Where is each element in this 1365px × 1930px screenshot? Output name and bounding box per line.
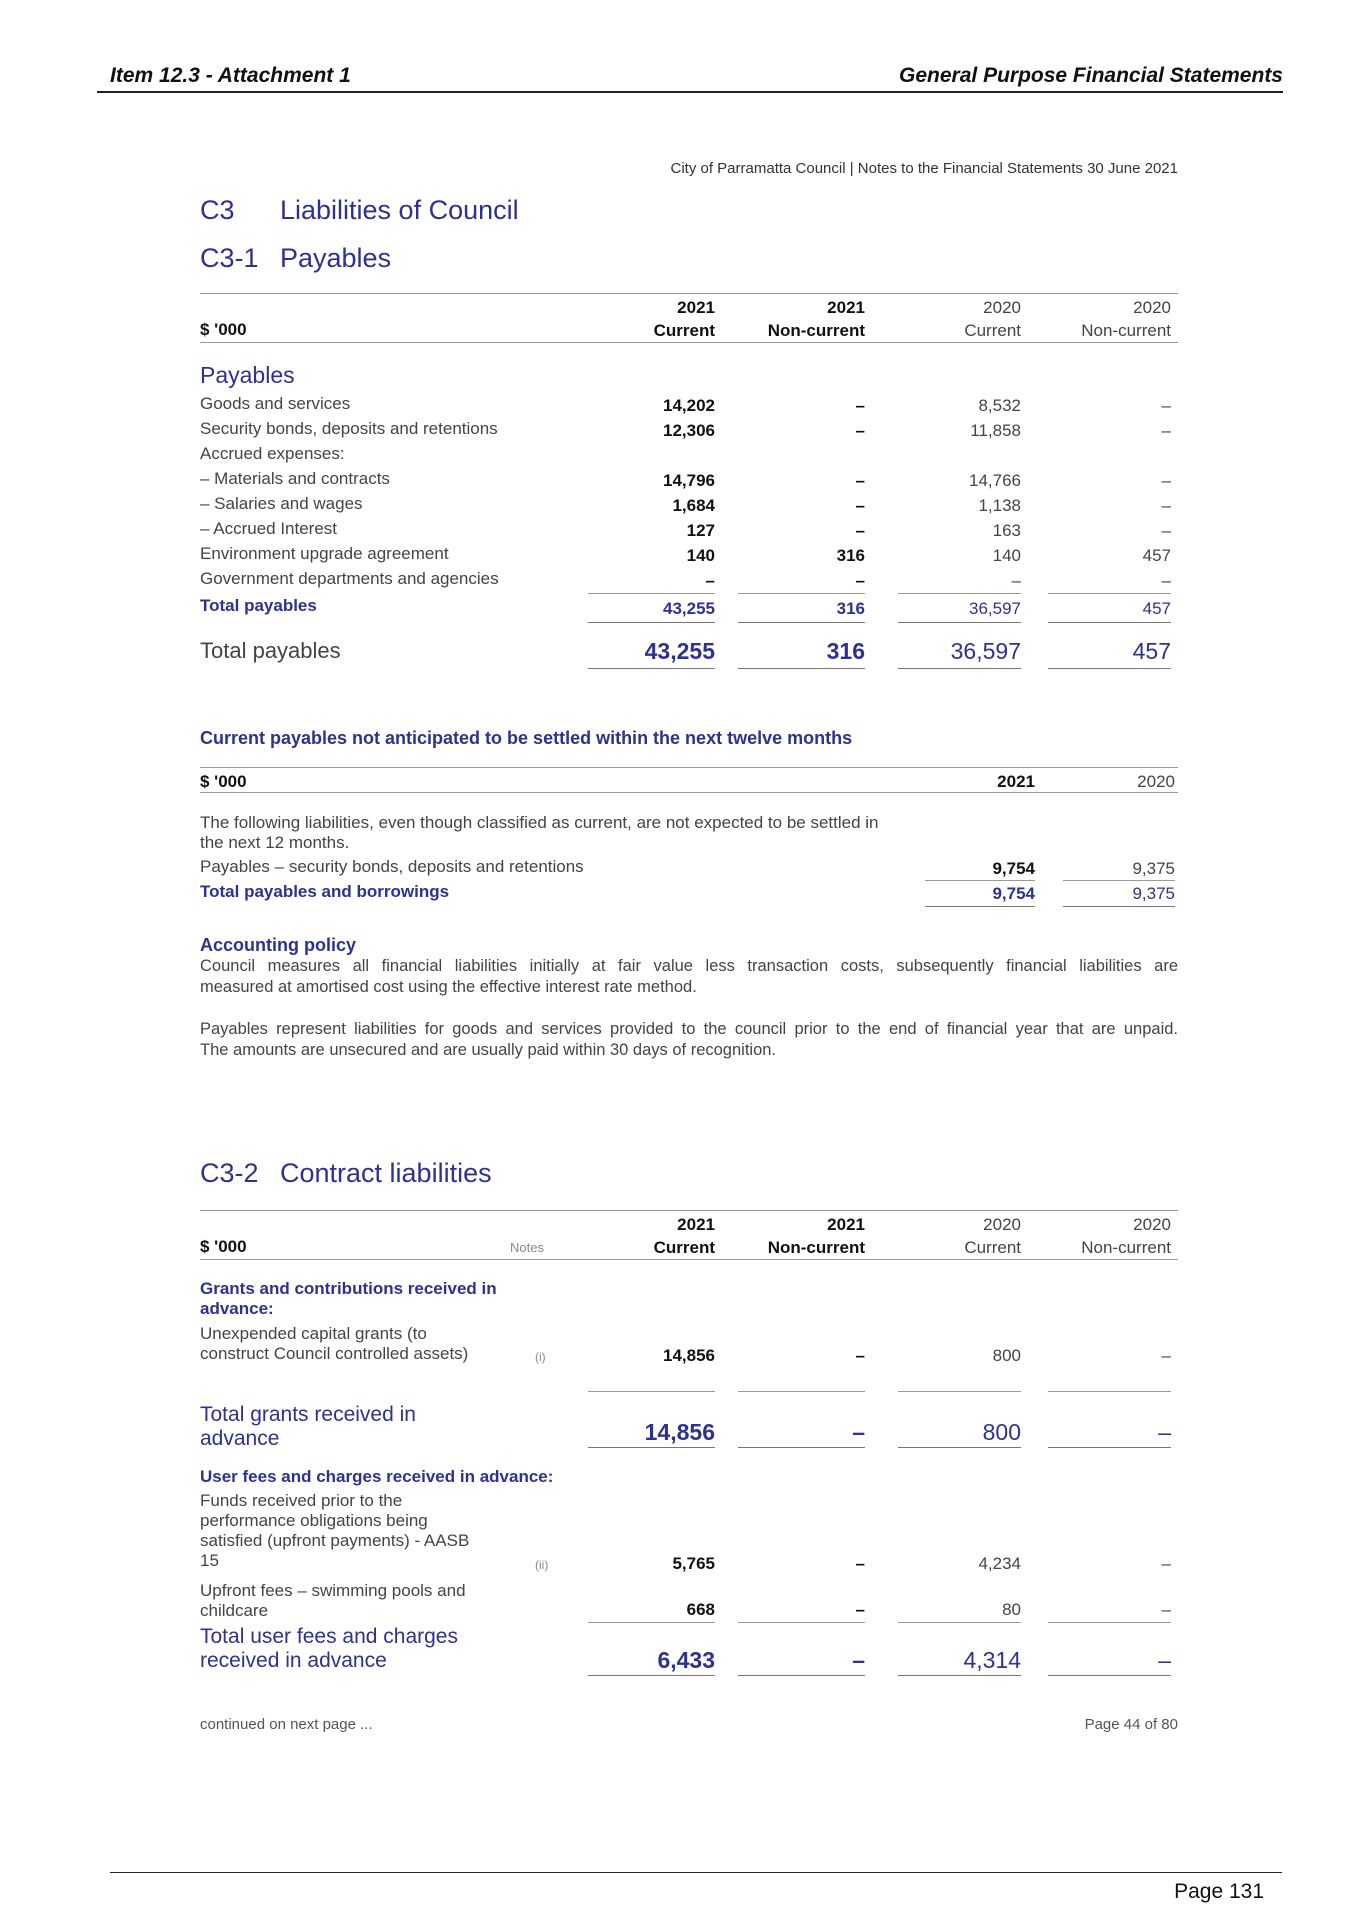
cell: – [852,1647,865,1673]
rule [588,1675,715,1676]
col-year: 2020 [1133,1215,1171,1234]
subsection-title: Payables [280,243,392,273]
col-type: Non-current [767,1238,865,1257]
table-row [0,444,1365,468]
row-label: – Accrued Interest [200,519,338,538]
col-type: Current [964,1238,1021,1257]
cell: – [855,571,865,590]
cell: 9,375 [1132,859,1175,878]
cell: – [855,496,865,515]
cell: – [855,1600,865,1619]
cell: 457 [1142,599,1171,618]
total-bottom-rule [1048,668,1171,669]
col-2021: 2021 [997,772,1035,791]
cell: 163 [992,521,1021,540]
cell: – [1161,496,1171,515]
table-row [0,1346,1365,1370]
col-year: 2020 [983,298,1021,317]
subsection-title: Contract liabilities [280,1158,492,1188]
fees-section-title: User fees and charges received in advance: [200,1467,554,1486]
policy-paragraph-line: Payables represent liabilities for goods and services provided to the council prior to the end of financial year that are unpaid. [200,1020,1178,1038]
col-type: Current [964,321,1021,340]
cell: 1,138 [978,496,1021,515]
cell: 9,754 [992,859,1035,878]
cell: 127 [686,521,715,540]
row-label: Payables – security bonds, deposits and retentions [200,857,584,876]
cell: 457 [1132,638,1171,664]
cell: 80 [1002,1600,1021,1619]
label-line: satisfied (upfront payments) - AASB [200,1531,470,1550]
rule [925,906,1035,907]
col-header-2020-noncurrent [1040,296,1171,342]
intro-line: The following liabilities, even though classified as current, are not expected to be settled in [200,813,879,832]
header-left: Item 12.3 - Attachment 1 [110,64,351,87]
title-line: advance: [200,1299,274,1318]
note-ref: (i) [535,1350,546,1364]
cell: 43,255 [663,599,715,618]
row-label: Security bonds, deposits and retentions [200,419,498,438]
cell: – [1161,1346,1171,1365]
policy-paragraph-line: Council measures all financial liabilities initially at fair value less transaction costs, subsequently financial liabilities are [200,957,1178,975]
subtotal-bottom-rule [738,622,865,623]
rule [588,1622,715,1623]
cell: 140 [992,546,1021,565]
rule [200,767,1178,768]
cell: 14,856 [663,1346,715,1365]
subsection-number: C3-1 [200,243,259,273]
label-line: Unexpended capital grants (to [200,1324,427,1343]
rule [1063,880,1175,881]
page-subheader: City of Parramatta Council | Notes to the Financial Statements 30 June 2021 [670,160,1178,177]
cell: – [1161,521,1171,540]
col-type: Non-current [1081,1238,1171,1257]
cell: 6,433 [657,1647,715,1673]
cell: – [705,571,715,590]
policy-paragraph-line: The amounts are unsecured and are usually paid within 30 days of recognition. [200,1041,777,1059]
header-right: General Purpose Financial Statements [899,64,1283,87]
col-type: Non-current [767,321,865,340]
cell: 12,306 [663,421,715,440]
row-label: Accrued expenses: [200,444,345,463]
page-of-label: Page 44 of 80 [1084,1716,1178,1733]
rule [738,1391,865,1392]
unit-label: $ '000 [200,1237,247,1256]
label-line: Total grants received in [200,1403,416,1426]
rule [200,792,1178,793]
label-line: construct Council controlled assets) [200,1344,469,1363]
table-top-rule [200,1210,1178,1211]
col-year: 2021 [677,1215,715,1234]
row-label: Total payables [200,596,317,615]
cell: – [1011,571,1021,590]
table-header-rule [200,1259,1178,1260]
policy-paragraph-line: measured at amortised cost using the effective interest rate method. [200,978,697,996]
table-row [0,544,1365,568]
table-row [0,519,1365,543]
footer-rule [110,1872,1282,1873]
cell: – [852,1419,865,1445]
col-header-2021-noncurrent [730,1213,865,1259]
cell: – [855,396,865,415]
label-line: Upfront fees – swimming pools and [200,1581,466,1600]
policy-title: Accounting policy [200,935,357,955]
not-settled-title: Current payables not anticipated to be settled within the next twelve months [200,728,853,748]
row-label: – Materials and contracts [200,469,390,488]
rule [898,1447,1021,1448]
col-type: Non-current [1081,321,1171,340]
col-type: Current [653,321,715,340]
cell: 36,597 [969,599,1021,618]
subtotal-bottom-rule [588,622,715,623]
label-line: 15 [200,1551,219,1570]
table-row [0,419,1365,443]
cell: – [1161,1600,1171,1619]
subtotal-rule [898,593,1021,594]
rule [898,1622,1021,1623]
total-bottom-rule [738,668,865,669]
cell: 14,202 [663,396,715,415]
rule [738,1675,865,1676]
col-type: Current [653,1238,715,1257]
cell: 316 [836,599,865,618]
label-line: Total user fees and charges [200,1625,458,1648]
subsection-number: C3-2 [200,1158,259,1188]
intro-line: the next 12 months. [200,833,350,852]
total-row [0,1419,1365,1449]
cell: 800 [992,1346,1021,1365]
cell: 11,858 [970,421,1021,440]
col-2020: 2020 [1137,772,1175,791]
table-row [0,1600,1365,1624]
subtotal-rule [738,593,865,594]
rule [1048,1447,1171,1448]
rule [588,1447,715,1448]
label-line: childcare [200,1601,269,1620]
subtotal-rule [588,593,715,594]
col-year: 2020 [983,1215,1021,1234]
cell: 14,856 [644,1419,715,1445]
cell: 9,375 [1132,884,1175,903]
cell: – [1161,571,1171,590]
col-year: 2020 [1133,298,1171,317]
cell: 5,765 [672,1554,715,1573]
subtotal-bottom-rule [1048,622,1171,623]
col-year: 2021 [827,298,865,317]
col-year: 2021 [827,1215,865,1234]
col-header-2020-current [890,296,1021,342]
rule [1048,1622,1171,1623]
row-label: – Salaries and wages [200,494,363,513]
rule [1063,906,1175,907]
col-header-2021-noncurrent [730,296,865,342]
table-row [0,494,1365,518]
cell: – [1161,471,1171,490]
unit-label: $ '000 [200,772,247,791]
col-header-2020-noncurrent [1040,1213,1171,1259]
grants-section-title [200,1279,497,1319]
row-label: Total payables and borrowings [200,882,450,901]
cell: – [855,421,865,440]
table-row [0,1554,1365,1578]
section-number: C3 [200,195,235,225]
subtotal-rule [1048,593,1171,594]
row-label: Goods and services [200,394,351,413]
header-rule [97,91,1283,93]
page-number: Page 131 [1174,1880,1264,1903]
cell: 43,255 [644,638,715,664]
rule [898,1391,1021,1392]
label-line: received in advance [200,1649,387,1672]
row-label: Total payables [200,638,341,663]
total-row [0,638,1365,670]
col-year: 2021 [677,298,715,317]
label-line: advance [200,1427,280,1450]
cell: 9,754 [992,884,1035,903]
rule [1048,1391,1171,1392]
rule [738,1622,865,1623]
cell: 316 [836,546,865,565]
total-row [0,1647,1365,1677]
rule [1048,1675,1171,1676]
table-header-rule [200,342,1178,343]
cell: – [1161,421,1171,440]
cell: – [1161,396,1171,415]
cell: 140 [686,546,715,565]
subtotal-row [0,596,1365,620]
cell: – [855,471,865,490]
rule [898,1675,1021,1676]
cell: 4,234 [978,1554,1021,1573]
table-row [0,394,1365,418]
group-title: Payables [200,362,295,388]
rule [738,1447,865,1448]
note-ref: (ii) [535,1558,549,1572]
rule [588,1391,715,1392]
label-line: performance obligations being [200,1511,428,1530]
cell: 36,597 [950,638,1021,664]
section-title: Liabilities of Council [280,195,519,225]
cell: – [855,1554,865,1573]
col-header-2020-current [890,1213,1021,1259]
row-label: Government departments and agencies [200,569,499,588]
cell: 457 [1142,546,1171,565]
table-row [0,469,1365,493]
title-line: Grants and contributions received in [200,1279,497,1298]
col-header-2021-current [580,1213,715,1259]
cell: – [855,1346,865,1365]
cell: 14,766 [969,471,1021,490]
row-label: Environment upgrade agreement [200,544,449,563]
cell: 1,684 [672,496,715,515]
cell: 4,314 [963,1647,1021,1673]
cell: – [1158,1647,1171,1673]
total-bottom-rule [898,668,1021,669]
cell: – [855,521,865,540]
label-line: Funds received prior to the [200,1491,403,1510]
subtotal-bottom-rule [898,622,1021,623]
cell: – [1158,1419,1171,1445]
table-top-rule [200,293,1178,294]
col-header-2021-current [580,296,715,342]
unit-label: $ '000 [200,320,247,339]
cell: 8,532 [978,396,1021,415]
notes-column-label: Notes [510,1240,544,1255]
continued-note: continued on next page ... [200,1716,373,1733]
cell: 800 [982,1419,1021,1445]
cell: – [1161,1554,1171,1573]
table-row [0,569,1365,593]
total-bottom-rule [588,668,715,669]
cell: 14,796 [663,471,715,490]
cell: 316 [826,638,865,664]
cell: 668 [686,1600,715,1619]
rule [925,880,1035,881]
